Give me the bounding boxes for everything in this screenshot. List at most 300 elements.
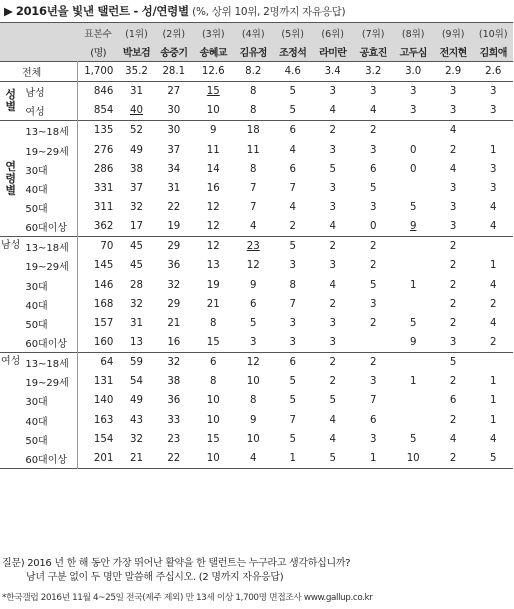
- cell-value: 1: [409, 279, 417, 291]
- cell-value: 2: [369, 241, 377, 253]
- cell-value: [353, 333, 394, 353]
- cell-value: 3: [289, 260, 296, 272]
- table-row: [0, 353, 513, 373]
- cell-value: 1: [369, 452, 377, 464]
- row-label: 40대: [25, 184, 48, 196]
- cell-value: 12: [246, 357, 260, 369]
- row-label: 50대: [25, 204, 48, 216]
- cell-value: 3: [489, 163, 497, 175]
- table-row: [0, 217, 513, 237]
- cell-value: 32: [167, 279, 181, 291]
- cell-value: 5: [329, 452, 336, 464]
- cell-value: 32: [130, 298, 143, 310]
- cell-value: 32: [167, 357, 181, 369]
- cell-value: 4: [489, 279, 497, 291]
- table-row: [0, 101, 513, 121]
- cell-value: 9: [210, 125, 217, 137]
- name-10: 김희애: [473, 42, 513, 62]
- cell-value: 1: [489, 144, 497, 156]
- cell-value: 3: [369, 86, 377, 98]
- cell-value: 3: [449, 202, 457, 214]
- cell-value: 28: [130, 279, 143, 291]
- sample-size: 362: [78, 217, 119, 237]
- sample-size: 311: [78, 198, 119, 217]
- cell-value: 8: [210, 376, 217, 388]
- cell-value: [393, 391, 432, 410]
- cell-value: 9: [409, 337, 417, 349]
- cell-value: 1: [489, 376, 497, 388]
- cell-value: 28.1: [162, 66, 186, 78]
- cell-value: 3: [489, 86, 497, 98]
- cell-value: 4: [489, 221, 497, 233]
- cell-value: 1: [489, 260, 497, 272]
- sample-size: 154: [78, 430, 119, 449]
- cell-value: [473, 237, 513, 257]
- cell-value: 34: [167, 163, 181, 175]
- cell-value: 6: [369, 163, 377, 175]
- cell-value: 3: [449, 221, 457, 233]
- cell-value: 4: [329, 279, 336, 291]
- cell-value: 2: [449, 144, 457, 156]
- cell-value: 3: [369, 144, 377, 156]
- cell-value: 5: [489, 452, 497, 464]
- cell-value: 10: [246, 376, 260, 388]
- sample-size: 140: [78, 391, 119, 410]
- rank-10: (10위): [473, 23, 513, 43]
- sample-size: 1,700: [78, 62, 119, 82]
- cell-value: 6: [210, 357, 217, 369]
- cell-value: [473, 353, 513, 373]
- cell-value: 6: [289, 357, 296, 369]
- cell-value: 8: [250, 105, 257, 117]
- name-9: 전지현: [433, 42, 474, 62]
- cell-value: [393, 411, 432, 430]
- sample-size-label: 표본수: [78, 23, 119, 43]
- cell-value: 5: [369, 182, 377, 194]
- cell-value: 3: [449, 105, 457, 117]
- title-main: 2016년을 빛낸 탤런트 - 성/연령별: [15, 4, 189, 18]
- cell-value: 13: [206, 260, 220, 272]
- cell-value: 3: [329, 182, 336, 194]
- cell-value: 36: [167, 260, 181, 272]
- cell-value: 3: [449, 182, 457, 194]
- name-3: 송혜교: [193, 42, 234, 62]
- cell-value: 10: [206, 395, 220, 407]
- cell-value: [393, 237, 432, 257]
- cell-value: 5: [289, 105, 296, 117]
- cell-value: 40: [130, 105, 143, 117]
- cell-value: 49: [130, 144, 143, 156]
- cell-value: 3: [329, 317, 336, 329]
- table-row: [0, 82, 513, 102]
- cell-value: 4: [489, 433, 497, 445]
- cell-value: 31: [167, 182, 181, 194]
- rank-9: (9위): [433, 23, 474, 43]
- cell-value: 10: [406, 452, 420, 464]
- cell-value: 3: [329, 86, 336, 98]
- cell-value: 43: [130, 414, 143, 426]
- cell-value: [393, 353, 432, 373]
- cell-value: 4: [369, 105, 377, 117]
- cell-value: 9: [409, 221, 417, 233]
- cell-value: 19: [167, 221, 181, 233]
- cell-value: 2: [329, 241, 336, 253]
- table-row: [0, 372, 513, 391]
- table-body: [0, 23, 513, 469]
- cell-value: 5: [409, 202, 417, 214]
- cell-value: 32: [130, 202, 143, 214]
- cell-value: 1: [409, 376, 417, 388]
- table-row: [0, 295, 513, 314]
- sample-size: 145: [78, 256, 119, 275]
- cell-value: 6: [369, 414, 377, 426]
- cell-value: 22: [167, 202, 181, 214]
- cell-value: 12: [206, 241, 220, 253]
- cell-value: 3: [369, 298, 377, 310]
- cell-value: 2: [449, 260, 457, 272]
- cell-value: 49: [130, 395, 143, 407]
- table-row: [0, 62, 513, 82]
- header-blank: [0, 23, 78, 43]
- cell-value: 4: [329, 105, 336, 117]
- rank-6: (6위): [312, 23, 353, 43]
- rank-2: (2위): [155, 23, 193, 43]
- table-row: [0, 141, 513, 160]
- cell-value: 5: [449, 357, 457, 369]
- cell-value: 2: [449, 317, 457, 329]
- cell-value: 4: [250, 221, 257, 233]
- cell-value: 4: [449, 433, 457, 445]
- row-label: 19~29세: [25, 262, 69, 274]
- cell-value: 2: [329, 125, 336, 137]
- cell-value: 11: [246, 144, 260, 156]
- table-row: [0, 276, 513, 295]
- sample-size-unit: (명): [78, 42, 119, 62]
- name-7: 공효진: [353, 42, 394, 62]
- name-5: 조정석: [273, 42, 312, 62]
- cell-value: 36: [167, 395, 181, 407]
- row-label: 13~18세: [25, 243, 69, 255]
- cell-value: 3: [489, 105, 497, 117]
- cell-value: 3: [329, 337, 336, 349]
- cell-value: 2: [449, 414, 457, 426]
- row-label: 30대: [25, 165, 48, 177]
- cell-value: 3.0: [405, 66, 422, 78]
- cell-value: 9: [250, 279, 257, 291]
- cell-value: 11: [206, 144, 220, 156]
- cell-value: 5: [250, 317, 257, 329]
- cell-value: 38: [167, 376, 181, 388]
- title-sub: (%, 상위 10위, 2명까지 자유응답): [192, 6, 346, 18]
- row-label: 남성: [25, 88, 45, 100]
- cell-value: 2: [329, 298, 336, 310]
- cell-value: 23: [167, 433, 181, 445]
- rank-1: (1위): [118, 23, 154, 43]
- cell-value: 16: [206, 182, 220, 194]
- cell-value: 10: [246, 433, 260, 445]
- cell-value: 21: [130, 452, 143, 464]
- cell-value: 17: [130, 221, 143, 233]
- rank-3: (3위): [193, 23, 234, 43]
- name-4: 김유정: [234, 42, 273, 62]
- cell-value: 3: [409, 86, 417, 98]
- cell-value: 37: [130, 182, 143, 194]
- sample-size: 201: [78, 449, 119, 469]
- cell-value: 3: [329, 202, 336, 214]
- cell-value: 4: [289, 202, 296, 214]
- cell-value: 3: [369, 433, 377, 445]
- cell-value: 6: [289, 163, 296, 175]
- cell-value: 21: [167, 317, 181, 329]
- sample-size: 846: [78, 82, 119, 102]
- source-footnote: *한국갤럽 2016년 11월 4~25일 전국(제주 제외) 만 13세 이상 1,700명 면접조사 www.gallup.co.kr: [2, 593, 373, 603]
- cell-value: 5: [289, 86, 296, 98]
- sample-size: 286: [78, 160, 119, 179]
- group-label: 남성: [1, 240, 21, 252]
- sample-size: 131: [78, 372, 119, 391]
- cell-value: 7: [250, 202, 257, 214]
- cell-value: 7: [250, 182, 257, 194]
- cell-value: 14: [206, 163, 220, 175]
- cell-value: 12: [246, 260, 260, 272]
- table-row: [0, 121, 513, 141]
- rank-4: (4위): [234, 23, 273, 43]
- cell-value: 52: [130, 125, 143, 137]
- cell-value: 4.6: [284, 66, 301, 78]
- name-1: 박보검: [118, 42, 154, 62]
- sample-size: 163: [78, 411, 119, 430]
- cell-value: 1: [489, 414, 497, 426]
- row-label: 50대: [25, 319, 48, 331]
- row-label: 19~29세: [25, 146, 69, 158]
- cell-value: 18: [246, 125, 260, 137]
- table-row: [0, 333, 513, 353]
- cell-value: 2: [329, 376, 336, 388]
- cell-value: 3: [369, 376, 377, 388]
- title-marker-icon: ▶: [4, 4, 16, 18]
- rank-8: (8위): [393, 23, 432, 43]
- row-label: 60대이상: [25, 223, 68, 235]
- row-label: 13~18세: [25, 359, 69, 371]
- cell-value: 33: [167, 414, 181, 426]
- cell-value: 5: [289, 395, 296, 407]
- name-6: 라미란: [312, 42, 353, 62]
- row-label: 13~18세: [25, 127, 69, 139]
- survey-question: [2, 557, 350, 585]
- sample-size: 331: [78, 179, 119, 198]
- cell-value: [393, 179, 432, 198]
- row-label: 40대: [25, 416, 48, 428]
- header-blank-2: [0, 42, 78, 62]
- cell-value: 7: [369, 395, 377, 407]
- cell-value: 9: [250, 414, 257, 426]
- cell-value: 16: [167, 337, 181, 349]
- name-2: 송중기: [155, 42, 193, 62]
- cell-value: 2: [369, 125, 377, 137]
- cell-value: 29: [167, 241, 181, 253]
- cell-value: [473, 121, 513, 141]
- group-label: 연 령 별: [5, 159, 16, 197]
- cell-value: 5: [289, 433, 296, 445]
- cell-value: 2: [489, 337, 497, 349]
- cell-value: [393, 121, 432, 141]
- cell-value: 2: [449, 298, 457, 310]
- sample-size: 64: [78, 353, 119, 373]
- row-label: 40대: [25, 300, 48, 312]
- cell-value: 3: [369, 202, 377, 214]
- table-row: [0, 198, 513, 217]
- table-row: [0, 411, 513, 430]
- cell-value: [393, 256, 432, 275]
- cell-value: 2.6: [485, 66, 502, 78]
- cell-value: 45: [130, 241, 143, 253]
- cell-value: 2: [449, 452, 457, 464]
- cell-value: 21: [206, 298, 220, 310]
- cell-value: 8: [250, 395, 257, 407]
- cell-value: 8: [250, 86, 257, 98]
- cell-value: 10: [206, 414, 220, 426]
- cell-value: 2: [329, 357, 336, 369]
- cell-value: 5: [329, 395, 336, 407]
- cell-value: 59: [130, 357, 143, 369]
- sample-size: 146: [78, 276, 119, 295]
- cell-value: 4: [489, 202, 497, 214]
- cell-value: 15: [206, 337, 220, 349]
- table-row: [0, 449, 513, 469]
- cell-value: 10: [206, 452, 220, 464]
- group-label: 여성: [1, 356, 21, 368]
- cell-value: 8: [250, 163, 257, 175]
- header-name-row: [0, 42, 513, 62]
- cell-value: 5: [369, 279, 377, 291]
- cell-value: 2.9: [445, 66, 462, 78]
- cell-value: 0: [409, 163, 417, 175]
- sample-size: 70: [78, 237, 119, 257]
- cell-value: 15: [206, 86, 220, 98]
- cell-value: 3: [409, 105, 417, 117]
- cell-value: 12: [206, 221, 220, 233]
- cell-value: 31: [130, 86, 143, 98]
- cell-value: 2: [449, 279, 457, 291]
- header-rank-row: [0, 23, 513, 43]
- cell-value: 31: [130, 317, 143, 329]
- table-row: [0, 391, 513, 410]
- cell-value: 7: [289, 182, 296, 194]
- cell-value: 35.2: [125, 66, 148, 78]
- cell-value: 5: [329, 163, 336, 175]
- cell-value: 4: [329, 433, 336, 445]
- row-label: 30대: [25, 397, 48, 409]
- cell-value: 0: [409, 144, 417, 156]
- cell-value: 6: [449, 395, 457, 407]
- cell-value: 1: [289, 452, 296, 464]
- cell-value: 4: [329, 221, 336, 233]
- table-title: [4, 3, 345, 19]
- cell-value: 5: [409, 317, 417, 329]
- cell-value: 3: [489, 182, 497, 194]
- cell-value: 54: [130, 376, 143, 388]
- cell-value: 38: [130, 163, 143, 175]
- cell-value: 7: [289, 414, 296, 426]
- cell-value: 3: [449, 86, 457, 98]
- cell-value: 7: [289, 298, 296, 310]
- cell-value: 8.2: [245, 66, 262, 78]
- cell-value: 4: [250, 452, 257, 464]
- table-row: [0, 314, 513, 333]
- cell-value: 3: [289, 337, 296, 349]
- cell-value: 3: [329, 260, 336, 272]
- cell-value: 4: [489, 317, 497, 329]
- cell-value: 4: [329, 414, 336, 426]
- cell-value: 3.4: [324, 66, 341, 78]
- cell-value: 27: [167, 86, 181, 98]
- cell-value: 3.2: [365, 66, 382, 78]
- question-line-2: 남녀 구분 없이 두 명만 말씀해 주십시오. (2 명까지 자유응답): [26, 572, 284, 583]
- cell-value: 22: [167, 452, 181, 464]
- row-label: 60대이상: [25, 454, 68, 466]
- cell-value: [393, 295, 432, 314]
- sample-size: 135: [78, 121, 119, 141]
- sample-size: 168: [78, 295, 119, 314]
- cell-value: 3: [449, 337, 457, 349]
- cell-value: 2: [449, 241, 457, 253]
- cell-value: 2: [369, 260, 377, 272]
- cell-value: 4: [449, 163, 457, 175]
- name-8: 고두심: [393, 42, 432, 62]
- sample-size: 854: [78, 101, 119, 121]
- cell-value: 5: [409, 433, 417, 445]
- cell-value: 1: [489, 395, 497, 407]
- cell-value: 15: [206, 433, 220, 445]
- cell-value: 0: [369, 221, 377, 233]
- row-label: 50대: [25, 435, 48, 447]
- sample-size: 157: [78, 314, 119, 333]
- cell-value: 30: [167, 105, 181, 117]
- cell-value: 2: [489, 298, 497, 310]
- row-label: 60대이상: [25, 339, 68, 351]
- results-table: [0, 22, 513, 469]
- question-line-1: 질문) 2016 년 한 해 동안 가장 뛰어난 활약을 한 탤런트는 누구라고 생각하십니까?: [2, 558, 351, 569]
- table-row: [0, 256, 513, 275]
- cell-value: 3: [329, 144, 336, 156]
- table-row: [0, 430, 513, 449]
- row-label: 19~29세: [25, 378, 69, 390]
- cell-value: 23: [246, 241, 260, 253]
- cell-value: 6: [250, 298, 257, 310]
- cell-value: 13: [130, 337, 143, 349]
- cell-value: 3: [250, 337, 257, 349]
- cell-value: 3: [289, 317, 296, 329]
- cell-value: 37: [167, 144, 181, 156]
- cell-value: 29: [167, 298, 181, 310]
- rank-7: (7위): [353, 23, 394, 43]
- cell-value: 2: [369, 357, 377, 369]
- cell-value: 5: [289, 376, 296, 388]
- cell-value: 6: [289, 125, 296, 137]
- cell-value: 8: [289, 279, 296, 291]
- cell-value: 2: [369, 317, 377, 329]
- row-label: 전체: [22, 68, 42, 80]
- rank-5: (5위): [273, 23, 312, 43]
- cell-value: 4: [449, 125, 457, 137]
- group-label: 성 별: [5, 88, 16, 114]
- cell-value: 10: [206, 105, 220, 117]
- table-row: [0, 179, 513, 198]
- row-label: 여성: [25, 107, 45, 119]
- table-row: [0, 160, 513, 179]
- sample-size: 160: [78, 333, 119, 353]
- cell-value: 5: [289, 241, 296, 253]
